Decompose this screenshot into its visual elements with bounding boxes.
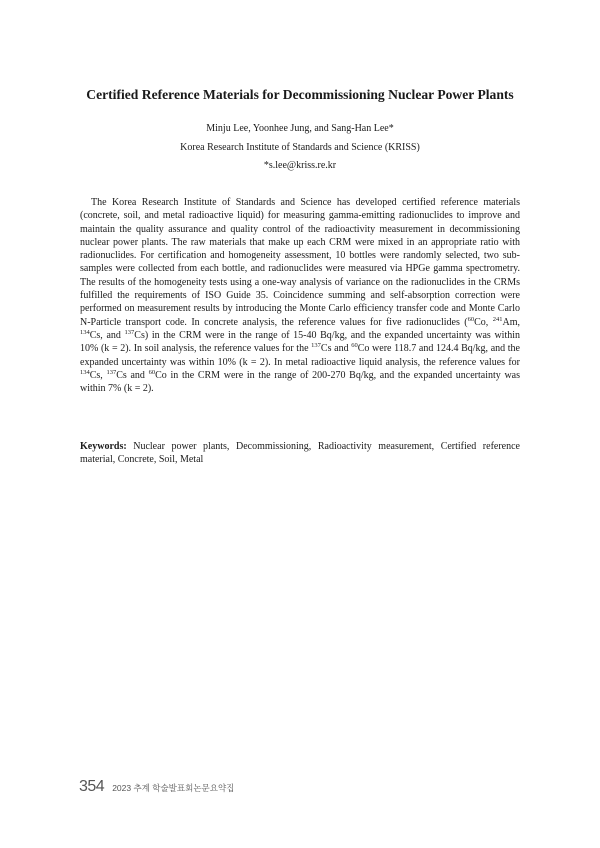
keywords-list: Nuclear power plants, Decommissioning, Radioactivity measurement, Certified reference material, Concrete, Soil, Metal (80, 441, 520, 466)
abstract-text-7: Co in the CRM were in the range of 200-270 Bq/kg, and the expanded uncertainty was within 7% (k = 2). (80, 369, 521, 395)
isotope-mass-metal-cs134: 134 (80, 368, 90, 376)
abstract-text-1: The Korea Research Institute of Standards and Science has developed certified reference materials (concrete, soil, and metal radioactive liquid) for measuring gamma-emitting radionuclides to improve and maintain the quality assurance and quality control of the radioactivity measurement in decommissioning nuclear power plants. The raw materials that make up each CRM were mixed in an appropriate ratio with radionuclides. For certification and homogeneity assessment, 10 bottles were randomly selected, two sub-samples were collected from each bottle, and radionuclides were measured via HPGe gamma spectrometry. The results of the homogeneity tests using a one-way analysis of variance on the radionuclides in the CRMs fulfilled the requirements of ISO Guide 35. Coincidence summing and self-absorption correction were performed on measurement results by introducing the Monte Carlo efficiency transfer code and Monte Carlo N-Particle transport code. In concrete analysis, the reference values for five radionuclides ( (80, 197, 520, 328)
isotope-mass-co60: 60 (467, 315, 475, 323)
element-co: Co, (474, 316, 493, 328)
paper-title: Certified Reference Materials for Decommissioning Nuclear Power Plants (86, 87, 514, 102)
author-list: Minju Lee, Yoonhee Jung, and Sang-Han Lee* (206, 123, 394, 134)
abstract-text-3: Cs and (320, 343, 352, 355)
abstract-paragraph (80, 196, 520, 395)
keywords-label: Keywords: (80, 441, 127, 452)
isotope-mass-metal-co60: 60 (148, 368, 156, 376)
abstract-text-2: Cs) in the CRM were in the range of 15-40 Bq/kg, and the expanded uncertainty was within 10% (k = 2). In soil analysis, the reference values for the (80, 329, 521, 355)
isotope-mass-am241: 241 (492, 315, 503, 323)
abstract-text-6: Cs and (116, 369, 149, 381)
isotope-mass-cs134: 134 (80, 328, 90, 336)
isotope-mass-soil-cs137: 137 (311, 342, 321, 350)
isotope-mass-cs137: 137 (124, 328, 135, 336)
keywords-paragraph (80, 440, 520, 467)
element-cs: Cs, and (89, 329, 125, 341)
abstract-text-4: Co were 118.7 and 124.4 Bq/kg, and the expanded uncertainty was within 10% (k = 2). In metal radioactive liquid analysis, the reference values for (80, 343, 520, 368)
corresponding-email: *s.lee@kriss.re.kr (263, 160, 337, 171)
isotope-mass-soil-co60: 60 (351, 342, 358, 350)
abstract-text-5: Cs, (89, 369, 107, 381)
page-footer (79, 778, 234, 796)
proceedings-title: 2023 추계 학술발표회논문요약집 (112, 783, 235, 793)
affiliation: Korea Research Institute of Standards and Science (KRISS) (180, 142, 420, 153)
isotope-mass-metal-cs137: 137 (106, 368, 117, 376)
page-number: 354 (79, 778, 105, 795)
element-am: Am, (502, 316, 520, 328)
